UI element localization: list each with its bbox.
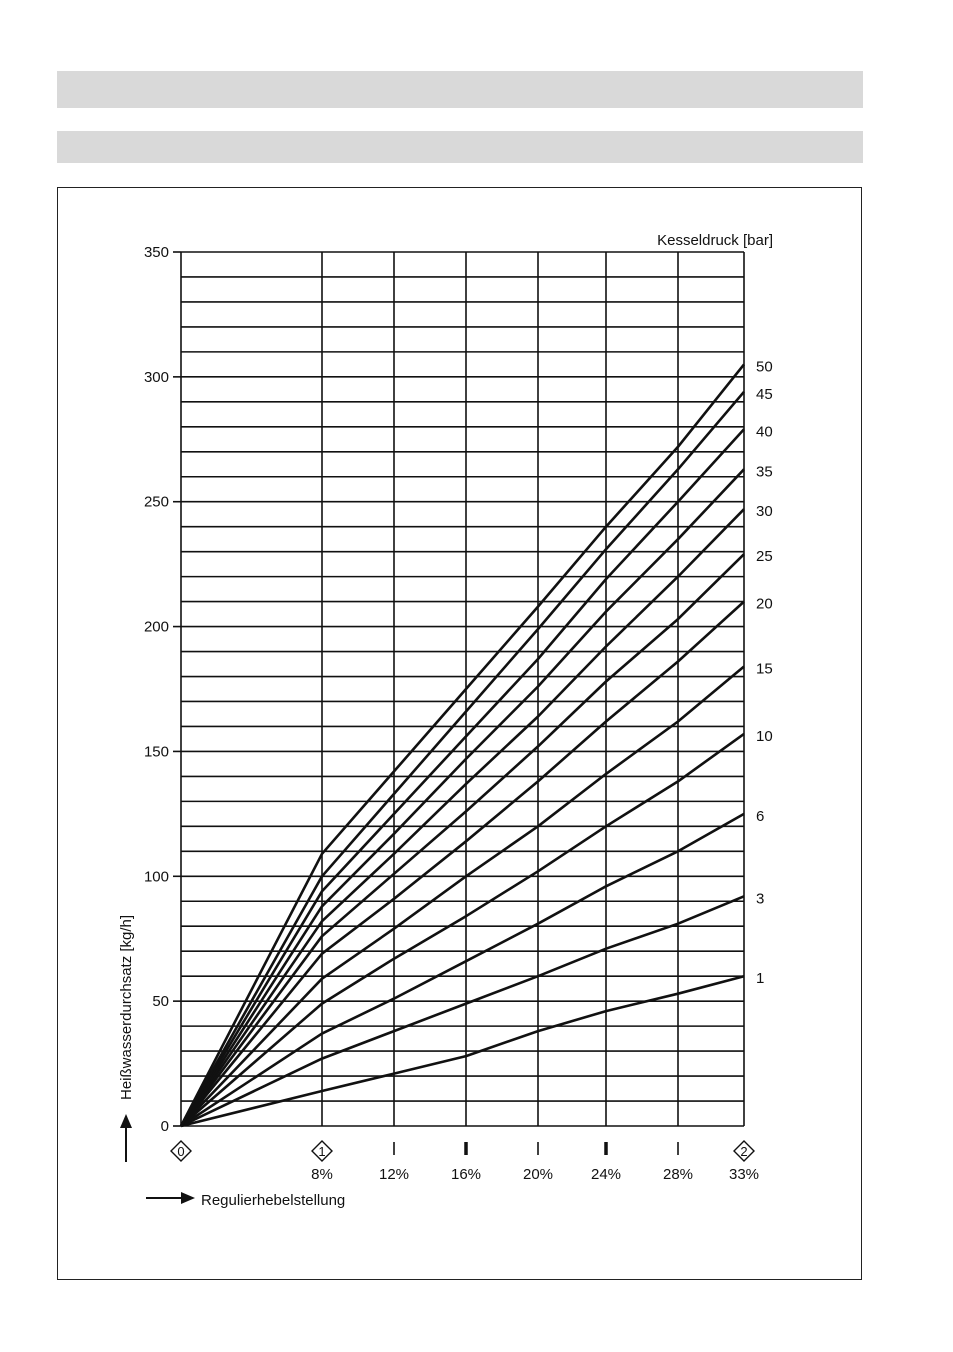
series-label-15: 15 xyxy=(756,660,773,678)
y-tick-label: 50 xyxy=(152,993,169,1011)
y-arrow-head xyxy=(120,1114,132,1128)
series-label-40: 40 xyxy=(756,423,773,441)
y-tick-label: 200 xyxy=(143,618,169,636)
series-lines xyxy=(181,364,744,1126)
x-tick-label: 20% xyxy=(522,1166,554,1183)
series-label-10: 10 xyxy=(756,727,773,745)
x-axis-label: Regulierhebelstellung xyxy=(201,1192,346,1209)
series-line-6 xyxy=(181,814,744,1126)
y-tick-label: 0 xyxy=(160,1118,169,1135)
x-tick-label: 24% xyxy=(590,1166,622,1183)
series-label-30: 30 xyxy=(756,503,773,521)
series-line-20 xyxy=(181,602,744,1126)
y-axis-label: Heißwasserdurchsatz [kg/h] xyxy=(118,914,135,1100)
y-tick-label: 150 xyxy=(143,743,169,761)
y-tick-label: 300 xyxy=(143,368,169,386)
series-label-35: 35 xyxy=(756,463,773,481)
x-marker-label: 1 xyxy=(318,1144,326,1159)
y-tick-label: 100 xyxy=(143,868,169,886)
series-label-6: 6 xyxy=(756,807,765,825)
legend-title: Kesseldruck [bar] xyxy=(657,232,773,249)
x-tick-label: 33% xyxy=(728,1166,760,1183)
series-label-25: 25 xyxy=(756,548,773,566)
x-tick-label: 16% xyxy=(450,1166,482,1183)
x-tick-label: 8% xyxy=(311,1166,333,1183)
series-label-3: 3 xyxy=(756,890,765,908)
y-tick-label: 350 xyxy=(143,244,169,261)
y-tick-label: 250 xyxy=(143,493,169,511)
x-arrow-head xyxy=(181,1192,195,1204)
x-tick-label: 12% xyxy=(378,1166,410,1183)
x-tick-label: 28% xyxy=(662,1166,694,1183)
series-line-25 xyxy=(181,554,744,1126)
series-label-20: 20 xyxy=(756,595,773,613)
series-label-45: 45 xyxy=(756,385,773,403)
x-marker-label: 0 xyxy=(177,1144,185,1159)
series-label-50: 50 xyxy=(756,358,773,376)
series-line-35 xyxy=(181,469,744,1126)
x-marker-label: 2 xyxy=(740,1144,748,1159)
series-label-1: 1 xyxy=(756,970,765,988)
